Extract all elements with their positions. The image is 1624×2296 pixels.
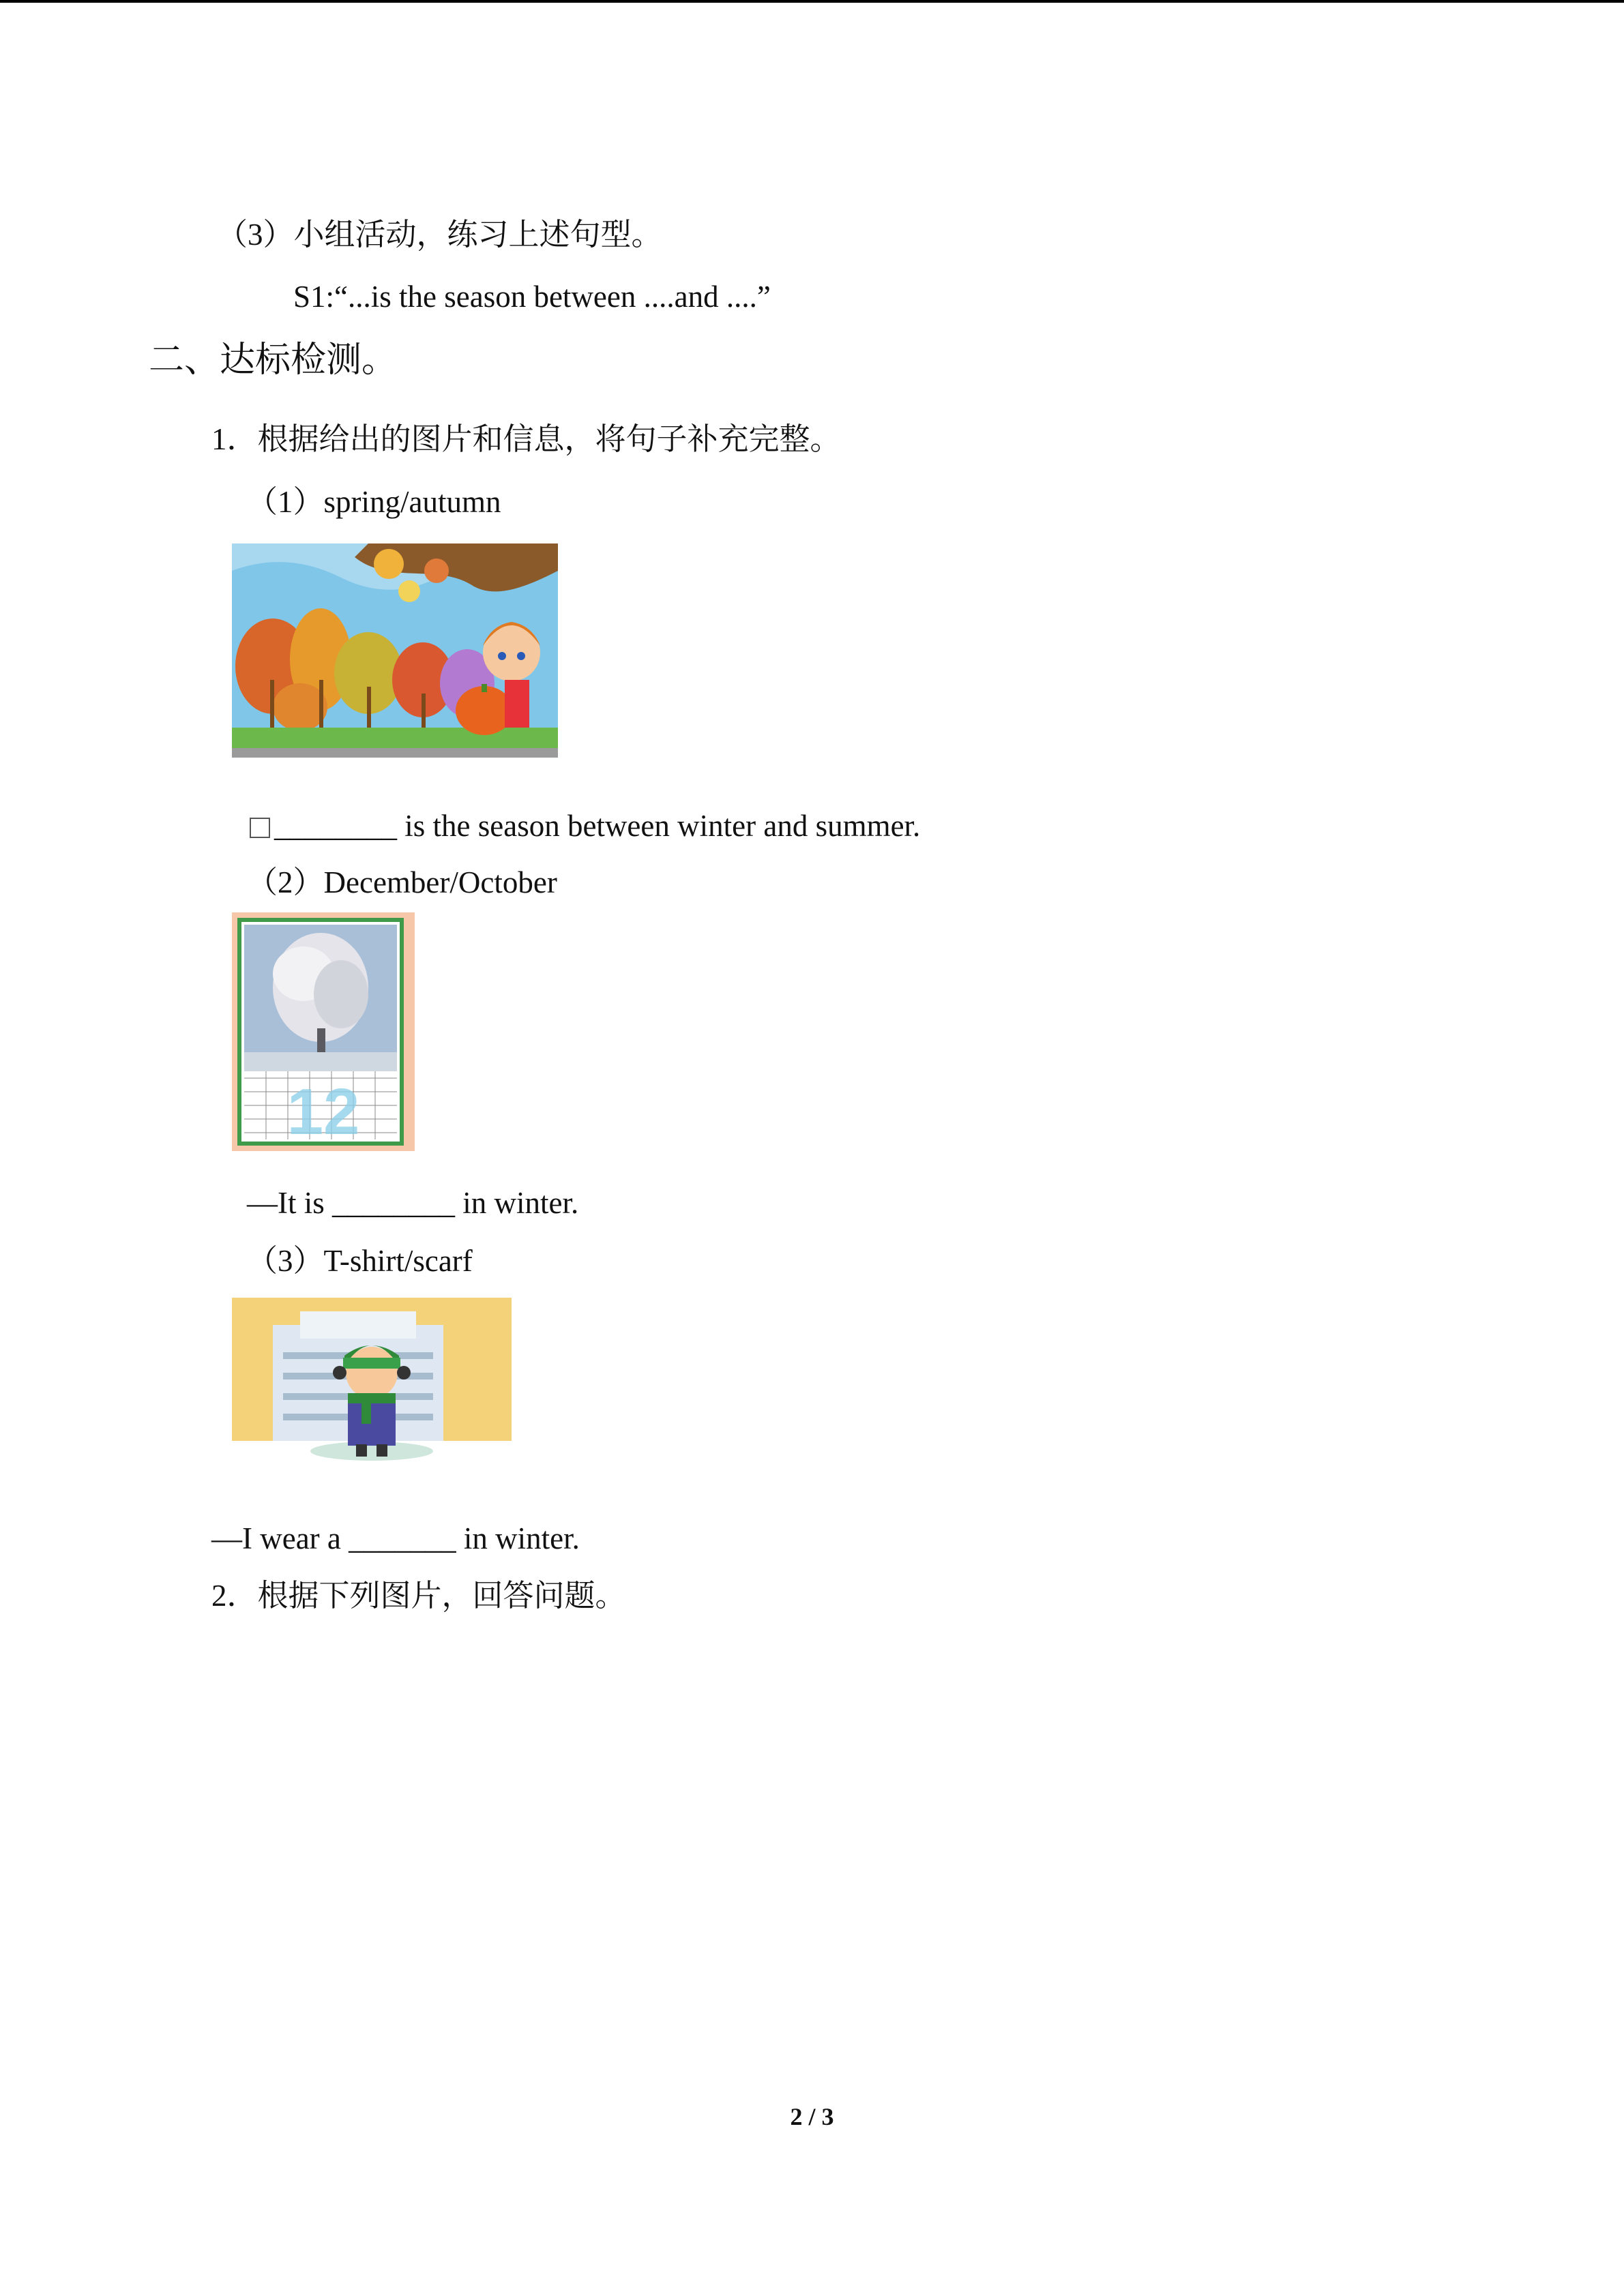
question-1-sub-3-sentence: —I wear a _______ in winter. [211,1521,580,1555]
question-1-sub-1-sentence [250,811,920,841]
question-1-sub-2-label: （2）December/October [247,865,557,899]
calendar-month-number: 12 [286,1075,360,1148]
december-calendar-picture [232,912,415,1151]
question-2-instruction: 2．根据下列图片，回答问题。 [211,1579,626,1613]
section-2-title: 二、达标检测。 [149,341,398,380]
winter-scarf-picture [232,1298,512,1482]
question-1-instruction: 1．根据给出的图片和信息，将句子补充完整。 [211,422,841,456]
practice-s1-pattern: S1:“...is the season between ....and ....” [293,280,771,314]
page-number: 2 / 3 [790,2103,834,2130]
autumn-picture [232,543,558,758]
answer-checkbox [250,818,270,838]
question-1-sub-3-label: （3）T-shirt/scarf [247,1244,473,1278]
question-1-sub-1-sentence-text: ________ is the season between winter and summer. [274,809,921,843]
practice-item-3: （3）小组活动，练习上述句型。 [217,218,662,252]
question-1-sub-2-sentence: —It is ________ in winter. [247,1186,579,1220]
page-top-border [0,0,1624,3]
question-1-sub-1-label: （1）spring/autumn [247,485,501,519]
